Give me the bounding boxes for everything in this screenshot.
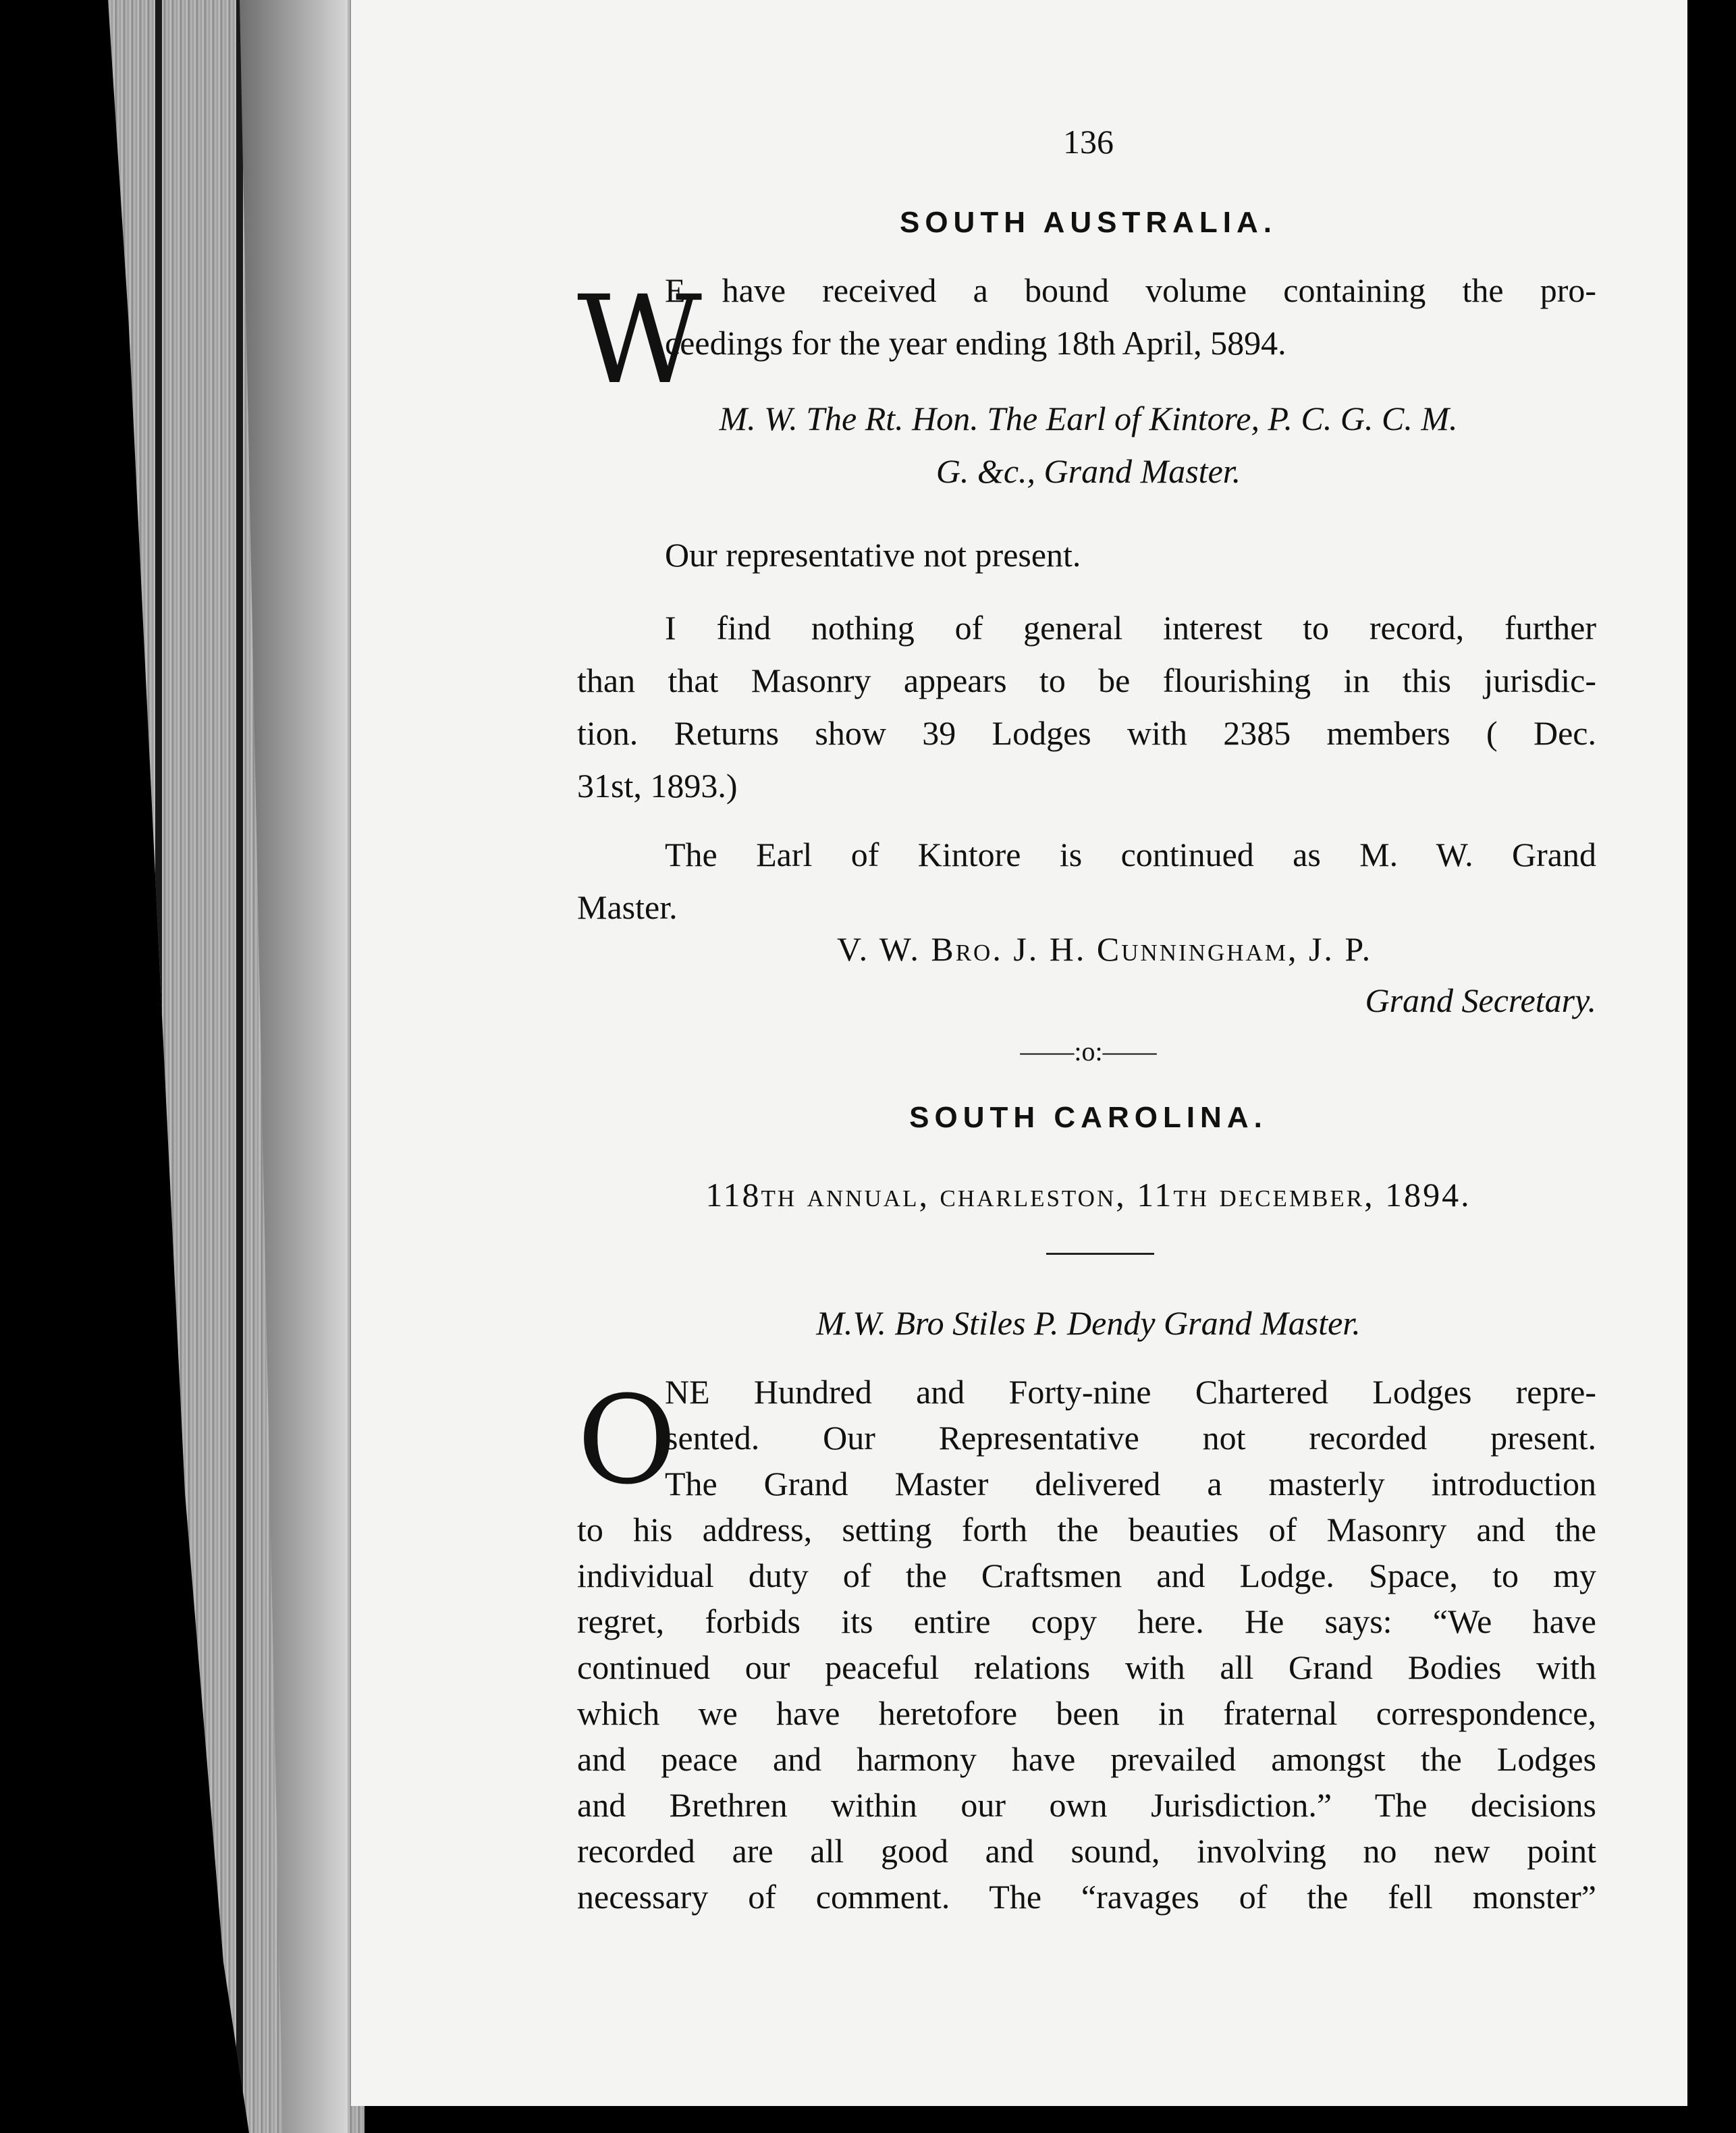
scan-border (1687, 0, 1736, 2133)
body-line: and peace and harmony have prevailed amongst the Lodges (577, 1740, 1596, 1778)
paragraph-line: 31st, 1893.) (577, 767, 738, 805)
section-heading-south-australia: SOUTH AUSTRALIA. (899, 206, 1278, 239)
book-page (351, 0, 1687, 2106)
body-line: sented. Our Representative not recorded present. (665, 1419, 1596, 1457)
body-line: to his address, setting forth the beauties of Masonry and the (577, 1511, 1596, 1548)
short-rule (1046, 1253, 1154, 1255)
page-edge-line (155, 0, 162, 2133)
grand-master-line: M. W. The Rt. Hon. The Earl of Kintore, P. C. G. C. M. (719, 400, 1458, 437)
body-line: individual duty of the Craftsmen and Lodge. Space, to my (577, 1557, 1596, 1594)
annual-communication-line: 118th annual, charleston, 11th december, 1894. (705, 1176, 1471, 1214)
page-edge-line (236, 0, 243, 2133)
signature-title: Grand Secretary. (1365, 981, 1596, 1019)
section-separator: ——:o:—— (1020, 1036, 1157, 1066)
body-line: recorded are all good and sound, involving no new point (577, 1832, 1596, 1870)
paragraph-line: Master. (577, 888, 678, 926)
body-line: necessary of comment. The “ravages of the fell monster” (577, 1878, 1596, 1916)
paragraph-line: tion. Returns show 39 Lodges with 2385 members ( Dec. (577, 714, 1596, 752)
grand-master-line: M.W. Bro Stiles P. Dendy Grand Master. (816, 1304, 1361, 1342)
intro-line: E have received a bound volume containing the pro- (665, 271, 1596, 309)
paragraph-line: The Earl of Kintore is continued as M. W. Grand (665, 836, 1596, 873)
body-line: The Grand Master delivered a masterly introduction (665, 1465, 1596, 1503)
body-line: regret, forbids its entire copy here. He says: “We have (577, 1602, 1596, 1640)
paragraph-line: than that Masonry appears to be flourishing in this jurisdic- (577, 662, 1596, 699)
section-heading-south-carolina: SOUTH CAROLINA. (909, 1101, 1268, 1134)
intro-line: ceedings for the year ending 18th April, 5894. (665, 324, 1286, 362)
page-number: 136 (1063, 123, 1114, 161)
body-line: continued our peaceful relations with all Grand Bodies with (577, 1648, 1596, 1686)
drop-cap-w: W (577, 270, 703, 411)
body-line: NE Hundred and Forty-nine Chartered Lodges repre- (665, 1373, 1596, 1411)
grand-master-line: G. &c., Grand Master. (935, 452, 1241, 490)
paragraph-representative: Our representative not present. (665, 536, 1081, 574)
body-line: and Brethren within our own Jurisdiction.” The decisions (577, 1786, 1596, 1824)
drop-cap-o: O (577, 1370, 677, 1511)
signature-name: V. W. Bro. J. H. Cunningham, J. P. (837, 930, 1373, 968)
paragraph-line: I find nothing of general interest to record, further (665, 609, 1596, 647)
body-line: which we have heretofore been in fraternal correspondence, (577, 1694, 1596, 1732)
